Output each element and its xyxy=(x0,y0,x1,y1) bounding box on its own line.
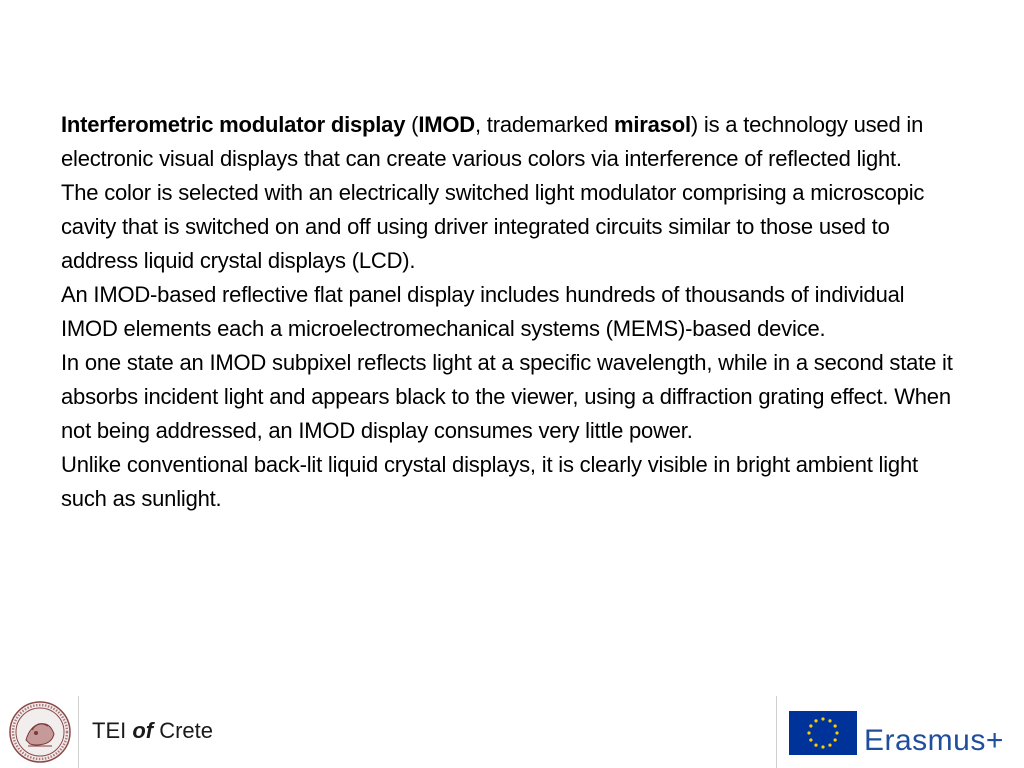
paragraph-mems: An IMOD-based reflective flat panel display includes hundreds of thousands of individual IMOD elements each a microelectromechanical systems (MEMS)-based device. xyxy=(61,282,905,341)
tei-crete-logo-text xyxy=(92,718,213,744)
eu-star xyxy=(809,738,812,741)
eu-star xyxy=(828,744,831,747)
eu-flag-icon xyxy=(789,711,857,755)
paragraph-imod-definition xyxy=(61,108,961,176)
logo-text-part: Crete xyxy=(153,718,214,743)
eu-star xyxy=(834,738,837,741)
university-seal-icon xyxy=(8,700,72,764)
eu-star xyxy=(809,724,812,727)
eu-star xyxy=(821,717,824,720)
text-fragment: , trademarked xyxy=(474,112,614,137)
paragraph-states: In one state an IMOD subpixel reflects light at a specific wavelength, while in a second state it absorbs incident light and appears black to the viewer, using a diffraction grating effect. When not being addressed, an IMOD display consumes very little power. xyxy=(61,350,953,443)
logo-text-part: TEI xyxy=(92,718,133,743)
brand-mirasol: mirasol xyxy=(614,112,691,137)
slide-body xyxy=(61,108,961,516)
eu-star xyxy=(828,719,831,722)
footer-divider-right xyxy=(776,696,777,768)
eu-star xyxy=(835,731,838,734)
footer-divider-left xyxy=(78,696,79,768)
paragraph-color-selection: The color is selected with an electrically switched light modulator comprising a microscopic cavity that is switched on and off using driver integrated circuits similar to those used to address liquid crystal displays (LCD). xyxy=(61,180,925,273)
eu-star xyxy=(814,719,817,722)
eu-star xyxy=(814,744,817,747)
logo-text-part: of xyxy=(132,718,154,743)
term-imod: Interferometric modulator display xyxy=(61,112,406,137)
text-fragment: ( xyxy=(405,112,419,137)
text-fragment: ) is a technology used in electronic visual displays that can create various colors via interference of reflected light. xyxy=(61,112,924,171)
eu-star xyxy=(821,745,824,748)
eu-star xyxy=(834,724,837,727)
eu-star xyxy=(807,731,810,734)
abbr-imod: IMOD xyxy=(418,112,475,137)
erasmus-logo-text: Erasmus+ xyxy=(864,724,1004,757)
paragraph-visibility: Unlike conventional back-lit liquid crystal displays, it is clearly visible in bright ambient light such as sunlight. xyxy=(61,452,918,511)
